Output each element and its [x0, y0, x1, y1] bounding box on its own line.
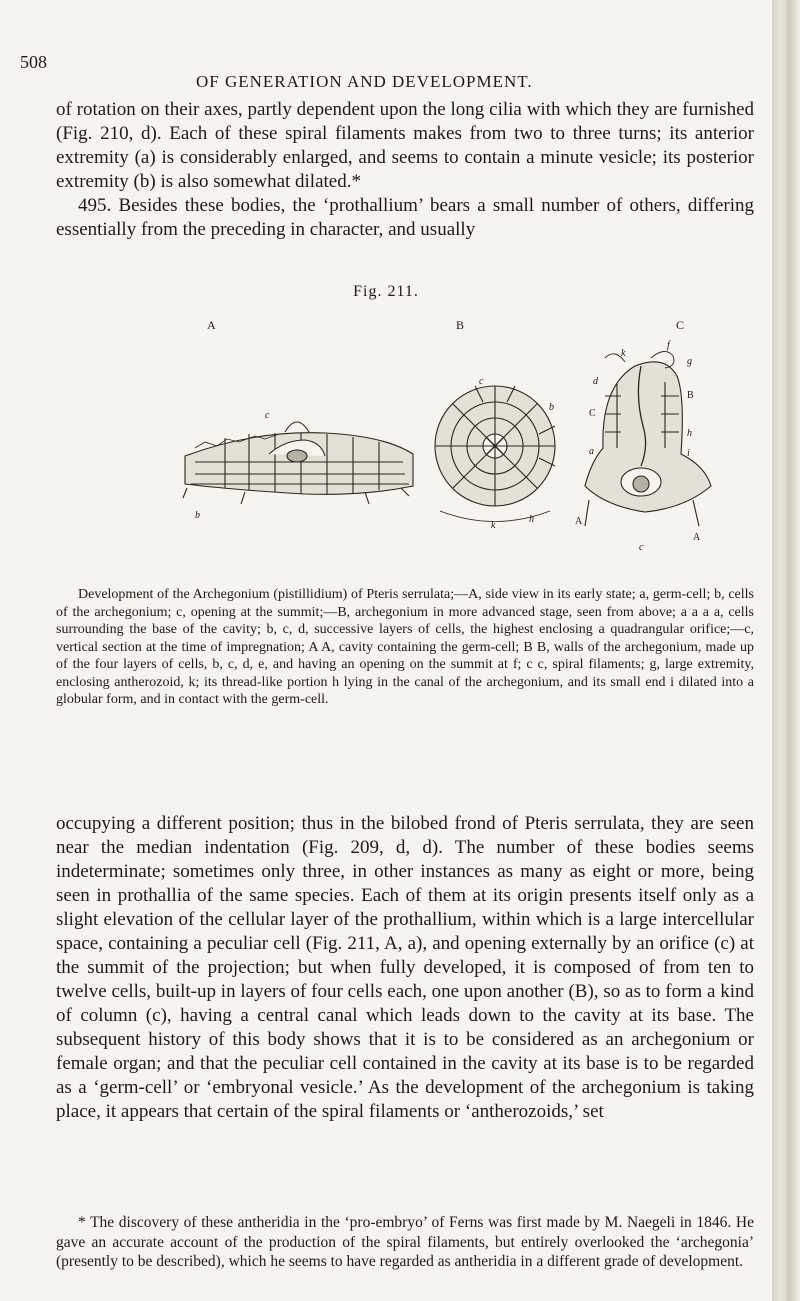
footnote-text: * The discovery of these antheridia in the ‘pro-embryo’ of Ferns was first made by M. Naegeli in 1846. He gave an accurate account of the production of the spiral filaments, but entirely overlooked the ‘archegonia’ (presently to be described), which he seems to have regarded as antheridia in a different grade of development. [56, 1214, 754, 1270]
panel-b-letter-b: b [549, 402, 554, 413]
page-number: 508 [20, 52, 47, 72]
panel-c-letter-C: C [589, 408, 596, 419]
paragraph-continuation: occupying a different position; thus in the bilobed frond of Pteris serrulata, they are seen near the median indentation (Fig. 209, d, d). The number of these bodies seems indeterminate; sometimes only three, in other instances as many as eight or more, being seen in prothallia of the same species. Each of them at its origin presents itself only as a slight elevation of the cellular layer of the prothallium, within which is a large intercellular space, containing a peculiar cell (Fig. 211, A, a), and opening externally by an orifice (c) at the summit of the projection; but when fully developed, it is composed of from ten to twelve cells, built-up in layers of four cells each, one upon another (B), so as to form a kind of column (c), having a central canal which leads down to the cavity at its base. The subsequent history of this body shows that it is to be considered as an archegonium or female organ; and that the peculiar cell contained in the cavity at its base is to be regarded as a ‘germ-cell’ or ‘embryonal vesicle.’ As the development of the archegonium is taking place, it appears that certain of the spiral filaments or ‘antherozoids,’ set [56, 813, 754, 1122]
panel-c-letter-g: g [687, 356, 692, 367]
panel-b-letter-k: k [491, 520, 496, 531]
running-head: OF GENERATION AND DEVELOPMENT. [196, 72, 533, 91]
panel-b-letter-c: c [479, 376, 484, 387]
panel-b-drawing [435, 376, 555, 531]
panel-label-a: A [207, 318, 216, 332]
panel-a-drawing [183, 410, 413, 521]
panel-label-b: B [456, 318, 465, 332]
panel-c-letter-k: k [621, 348, 626, 359]
panel-label-c: C [676, 318, 685, 332]
paragraph-continued: of rotation on their axes, partly dependent upon the long cilia with which they are furnished (Fig. 210, d). Each of these spiral filaments makes from two to three turns; its anterior extremity (a) is considerably enlarged, and seems to contain a minute vesicle; its posterior extremity (b) is also somewhat dilated.* [56, 99, 754, 192]
bottom-text-block [56, 812, 754, 1124]
panel-c-letter-A-left: A [575, 516, 583, 527]
panel-a-letter-c: c [265, 410, 270, 421]
panel-b-letter-h: h [529, 514, 534, 525]
panel-c-letter-h: h [687, 428, 692, 439]
panel-c-letter-i: i [687, 448, 690, 459]
archegonium-illustration [165, 336, 725, 586]
figure-label: Fig. 211. [353, 283, 419, 300]
page-edge [772, 0, 800, 1301]
panel-c-letter-c-bottom: c [639, 542, 644, 553]
panel-a-letter-b: b [195, 510, 200, 521]
panel-c-letter-a: a [589, 446, 594, 457]
paragraph-495: 495. Besides these bodies, the ‘prothallium’ bears a small number of others, differing essentially from the preceding in character, and usually [56, 195, 754, 240]
panel-c-letter-f: f [667, 340, 670, 351]
panel-c-letter-A-right: A [693, 532, 701, 543]
top-text-block [56, 98, 754, 242]
figure-caption [56, 586, 754, 709]
footnote [56, 1213, 754, 1272]
panel-c-drawing [575, 340, 711, 553]
figure-caption-text: Development of the Archegonium (pistillidium) of Pteris serrulata;—A, side view in its early state; a, germ-cell; b, cells of the archegonium; c, opening at the summit;—B, archegonium in more advanced stage, seen from above; a a a a, cells surrounding the base of the cavity; b, c, d, successive layers of cells, the highest enclosing a quadrangular orifice;—c, vertical section at the time of impregnation; A A, cavity containing the germ-cell; B B, walls of the archegonium, made up of the four layers of cells, b, c, d, e, and having an opening on the summit at f; c c, spiral filaments; g, large extremity, enclosing antherozoid, k; its thread-like portion h lying in the canal of the archegonium, and its small end i dilated into a globular form, and in contact with the germ-cell. [56, 587, 754, 707]
panel-c-letter-B: B [687, 390, 694, 401]
panel-c-letter-d: d [593, 376, 598, 387]
